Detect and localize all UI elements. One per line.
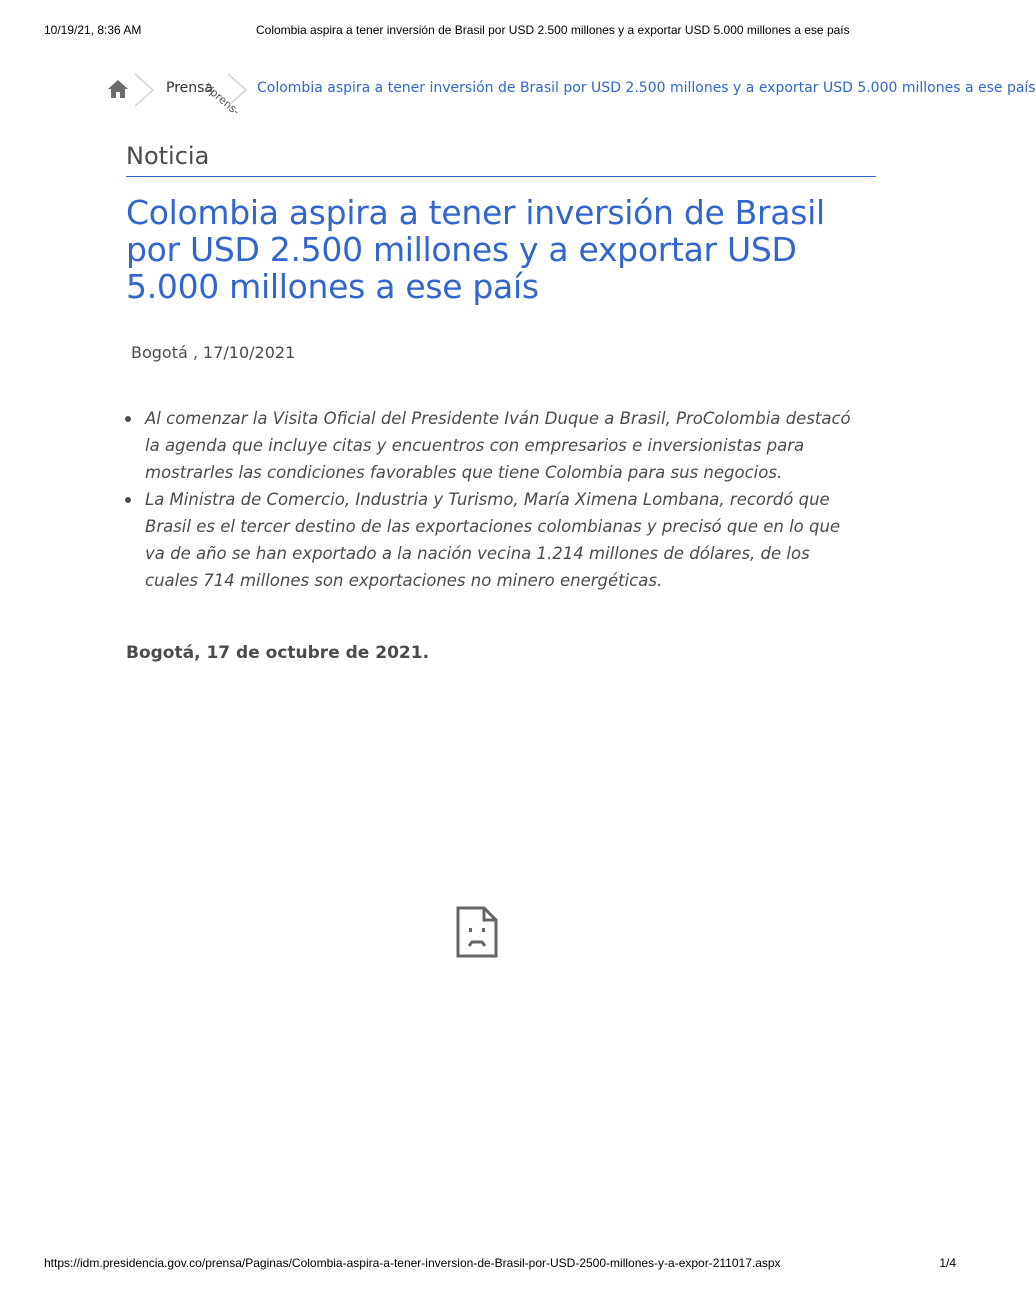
list-item (145, 486, 865, 594)
highlights-list (145, 405, 865, 594)
breadcrumb-item-current: Colombia aspira a tener inversión de Brasil por USD 2.500 millones y a exportar USD 5.000 millones a ese país (257, 80, 1036, 96)
article-title: Colombia aspira a tener inversión de Brasil por USD 2.500 millones y a exportar USD 5.000 millones a ese país (126, 193, 825, 306)
section-divider (126, 176, 876, 177)
chevron-right-icon (133, 72, 155, 108)
article-dateline: Bogotá , 17/10/2021 (131, 343, 296, 362)
print-page-number: 1/4 (939, 1256, 956, 1270)
breadcrumb (106, 72, 1036, 119)
highlight-text: La Ministra de Comercio, Industria y Turismo, María Ximena Lombana, recordó que Brasil es el tercer destino de las exportaciones colombianas y precisó que en lo que va de año se han exportado a la nación vecina 1.214 millones de dólares, de los cuales 714 millones son exportaciones no minero energéticas. (145, 490, 841, 590)
print-datetime: 10/19/21, 8:36 AM (44, 23, 142, 37)
list-item (145, 405, 865, 486)
print-page-title: Colombia aspira a tener inversión de Brasil por USD 2.500 millones y a exportar USD 5.000 millones a ese país (256, 23, 850, 37)
section-label: Noticia (126, 142, 210, 170)
bullet-icon (125, 497, 131, 503)
breadcrumb-item-prensa[interactable]: Prensa (166, 80, 214, 96)
breadcrumb-url-fragment: \/prens- (201, 81, 243, 119)
body-dateline: Bogotá, 17 de octubre de 2021. (126, 643, 430, 663)
highlight-text: Al comenzar la Visita Oficial del Presidente Iván Duque a Brasil, ProColombia destacó la agenda que incluye citas y encuentros con empresarios e inversionistas para mostrarles las condiciones favorables que tiene Colombia para sus negocios. (145, 409, 851, 482)
chevron-right-icon (226, 72, 248, 108)
print-url: https://idm.presidencia.gov.co/prensa/Paginas/Colombia-aspira-a-tener-inversion-de-Brasil-por-USD-2500-millones-y-a-expor-211017.aspx (44, 1256, 781, 1270)
home-icon[interactable] (106, 78, 130, 100)
print-header (44, 23, 956, 41)
print-footer (44, 1256, 956, 1274)
bullet-icon (125, 416, 131, 422)
broken-image-icon (456, 906, 498, 958)
